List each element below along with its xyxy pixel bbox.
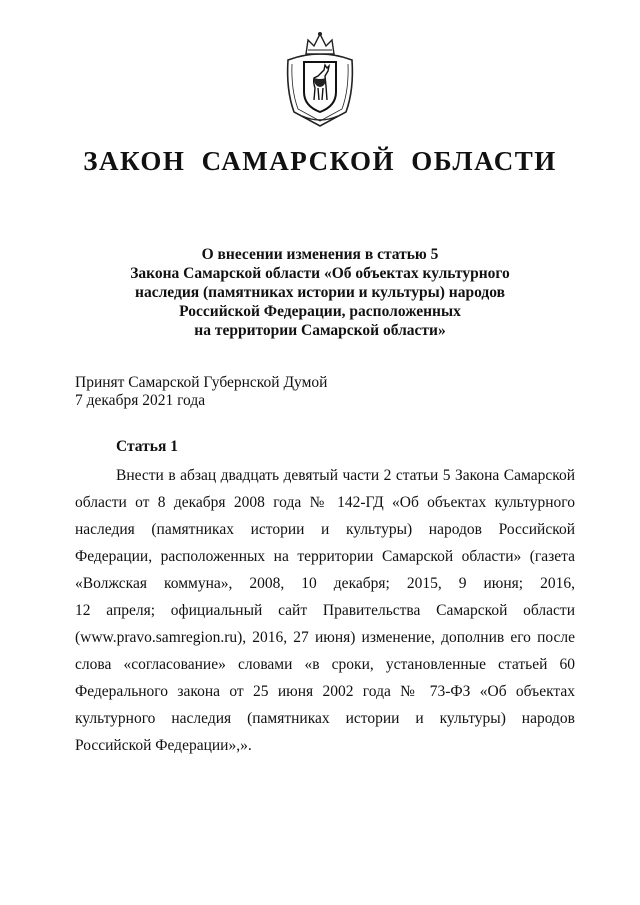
article-heading: Статья 1	[116, 438, 178, 455]
article-line: области от 8 декабря 2008 года № 142-ГД «Об объектах культурного	[75, 494, 575, 511]
subject-line: Российской Федерации, расположенных	[179, 303, 461, 320]
article-line: Федерального закона от 25 июня 2002 года № 73-ФЗ «Об объектах	[75, 683, 575, 700]
coat-of-arms-icon	[284, 30, 356, 130]
subject-line: на территории Самарской области»	[194, 322, 446, 339]
article-line: Российской Федерации»,».	[75, 737, 252, 754]
subject-line: наследия (памятниках истории и культуры) народов	[135, 284, 505, 301]
adopted-by: Принят Самарской Губернской Думой	[75, 374, 328, 391]
article-line: 12 апреля; официальный сайт Правительства Самарской области	[75, 602, 575, 619]
adopted-date: 7 декабря 2021 года	[75, 392, 206, 409]
article-line: «Волжская коммуна», 2008, 10 декабря; 2015, 9 июня; 2016,	[75, 575, 575, 592]
law-title: ЗАКОН САМАРСКОЙ ОБЛАСТИ	[83, 146, 557, 176]
article-line: Внести в абзац двадцать девятый части 2 статьи 5 Закона Самарской	[116, 467, 575, 484]
article-line: культурного наследия (памятниках истории и культуры) народов	[75, 710, 575, 727]
article-line: (www.pravo.samregion.ru), 2016, 27 июня) изменение, дополнив его после	[75, 629, 575, 646]
article-line: слова «согласование» словами «в сроки, установленные статьей 60	[75, 656, 575, 673]
article-line: наследия (памятниках истории и культуры) народов Российской	[75, 521, 575, 538]
article-line: Федерации, расположенных на территории Самарской области» (газета	[75, 548, 575, 565]
law-subject	[0, 245, 640, 340]
adoption-info	[75, 374, 327, 410]
subject-line: О внесении изменения в статью 5	[201, 246, 439, 263]
subject-line: Закона Самарской области «Об объектах культурного	[130, 265, 510, 282]
article-body	[75, 462, 575, 759]
